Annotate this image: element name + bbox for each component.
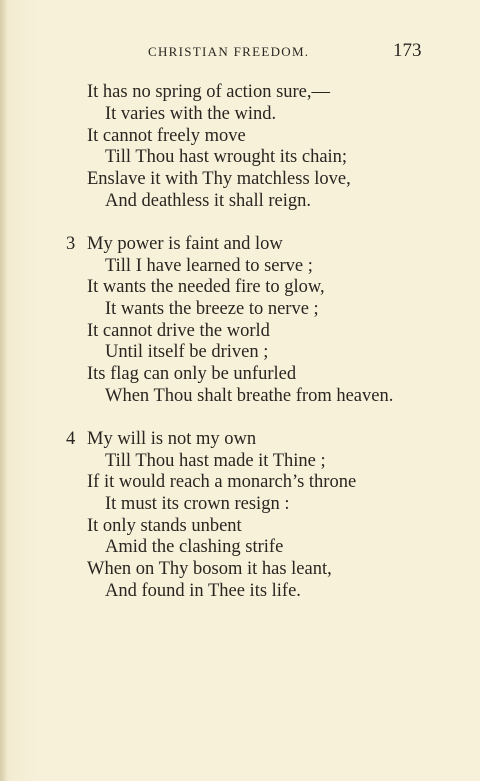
page-binding-edge [0,0,7,781]
running-title: CHRISTIAN FREEDOM. [148,44,310,59]
verse-line: Enslave it with Thy matchless love, [87,169,351,189]
verse-line: It wants the needed fire to glow, [87,277,325,297]
verse-line: If it would reach a monarch’s throne [87,472,357,492]
page-number: 173 [393,40,422,61]
verse-line: Amid the clashing strife [105,537,284,557]
verse-line: It cannot freely move [87,126,246,146]
stanza-number: 3 [66,234,76,254]
verse-line: Till I have learned to serve ; [105,256,313,276]
verse-line: It has no spring of action sure,— [87,82,331,102]
verse-line: It wants the breeze to nerve ; [105,299,319,319]
verse-line: When Thou shalt breathe from heaven. [105,386,394,406]
verse-line: Till Thou hast made it Thine ; [105,451,326,471]
verse-line: Until itself be driven ; [105,342,269,362]
verse-line: And found in Thee its life. [105,581,301,601]
verse-line: And deathless it shall reign. [105,191,312,211]
stanza-number: 4 [66,429,76,449]
verse-line: It must its crown resign : [105,494,290,514]
verse-line: It cannot drive the world [87,321,270,341]
verse-line: When on Thy bosom it has leant, [87,559,332,579]
verse-line: My will is not my own [87,429,257,449]
verse-line: My power is faint and low [87,234,283,254]
verse-line: It only stands unbent [87,516,242,536]
verse-line: Till Thou hast wrought its chain; [105,147,348,167]
verse-line: It varies with the wind. [105,104,277,124]
verse-line: Its flag can only be unfurled [87,364,297,384]
